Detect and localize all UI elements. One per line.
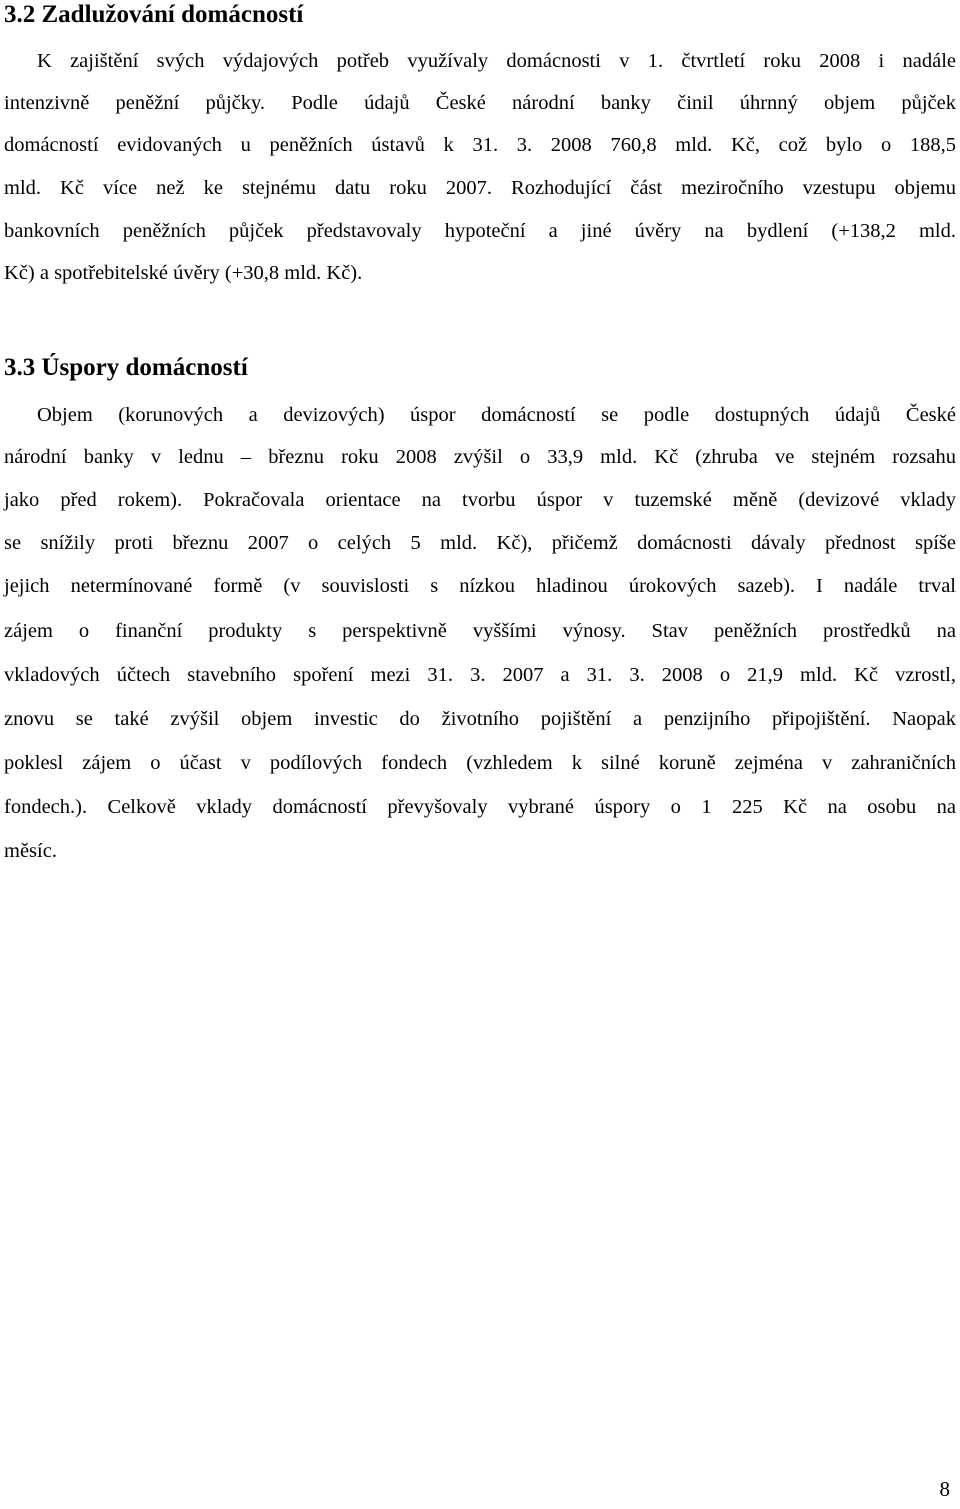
paragraph-line: K zajištění svých výdajových potřeb využívaly domácnosti v 1. čtvrtletí roku 2008 i nadále — [37, 50, 956, 72]
paragraph-line: měsíc. — [4, 840, 57, 862]
section-heading-zadluzovani: 3.2 Zadlužování domácností — [4, 1, 304, 28]
paragraph-line: poklesl zájem o účast v podílových fondech (vzhledem k silné koruně zejména v zahraničních — [4, 752, 956, 774]
paragraph-line: jako před rokem). Pokračovala orientace na tvorbu úspor v tuzemské měně (devizové vklady — [4, 489, 956, 511]
paragraph-line: vkladových účtech stavebního spoření mezi 31. 3. 2007 a 31. 3. 2008 o 21,9 mld. Kč vzrostl, — [4, 664, 956, 686]
paragraph-line: fondech.). Celkově vklady domácností převyšovaly vybrané úspory o 1 225 Kč na osobu na — [4, 796, 956, 818]
paragraph-line: národní banky v lednu – březnu roku 2008 zvýšil o 33,9 mld. Kč (zhruba ve stejném rozsahu — [4, 446, 956, 468]
section-heading-uspory: 3.3 Úspory domácností — [4, 354, 248, 381]
paragraph-line: Kč) a spotřebitelské úvěry (+30,8 mld. Kč). — [4, 262, 363, 284]
paragraph-line: jejich netermínované formě (v souvislosti s nízkou hladinou úrokových sazeb). I nadále trval — [4, 575, 956, 597]
paragraph-line: intenzivně peněžní půjčky. Podle údajů České národní banky činil úhrnný objem půjček — [4, 92, 956, 114]
paragraph-line: znovu se také zvýšil objem investic do životního pojištění a penzijního připojištění. Naopak — [4, 708, 956, 730]
paragraph-line: Objem (korunových a devizových) úspor domácností se podle dostupných údajů České — [37, 404, 956, 426]
paragraph-line: zájem o finanční produkty s perspektivně vyššími výnosy. Stav peněžních prostředků na — [4, 620, 956, 642]
paragraph-line: mld. Kč více než ke stejnému datu roku 2007. Rozhodující část meziročního vzestupu objemu — [4, 177, 956, 199]
paragraph-line: bankovních peněžních půjček představovaly hypoteční a jiné úvěry na bydlení (+138,2 mld. — [4, 220, 956, 242]
paragraph-line: domácností evidovaných u peněžních ústavů k 31. 3. 2008 760,8 mld. Kč, což bylo o 188,5 — [4, 134, 956, 156]
paragraph-line: se snížily proti březnu 2007 o celých 5 mld. Kč), přičemž domácnosti dávaly přednost spíše — [4, 532, 956, 554]
page-number: 8 — [939, 1477, 950, 1501]
